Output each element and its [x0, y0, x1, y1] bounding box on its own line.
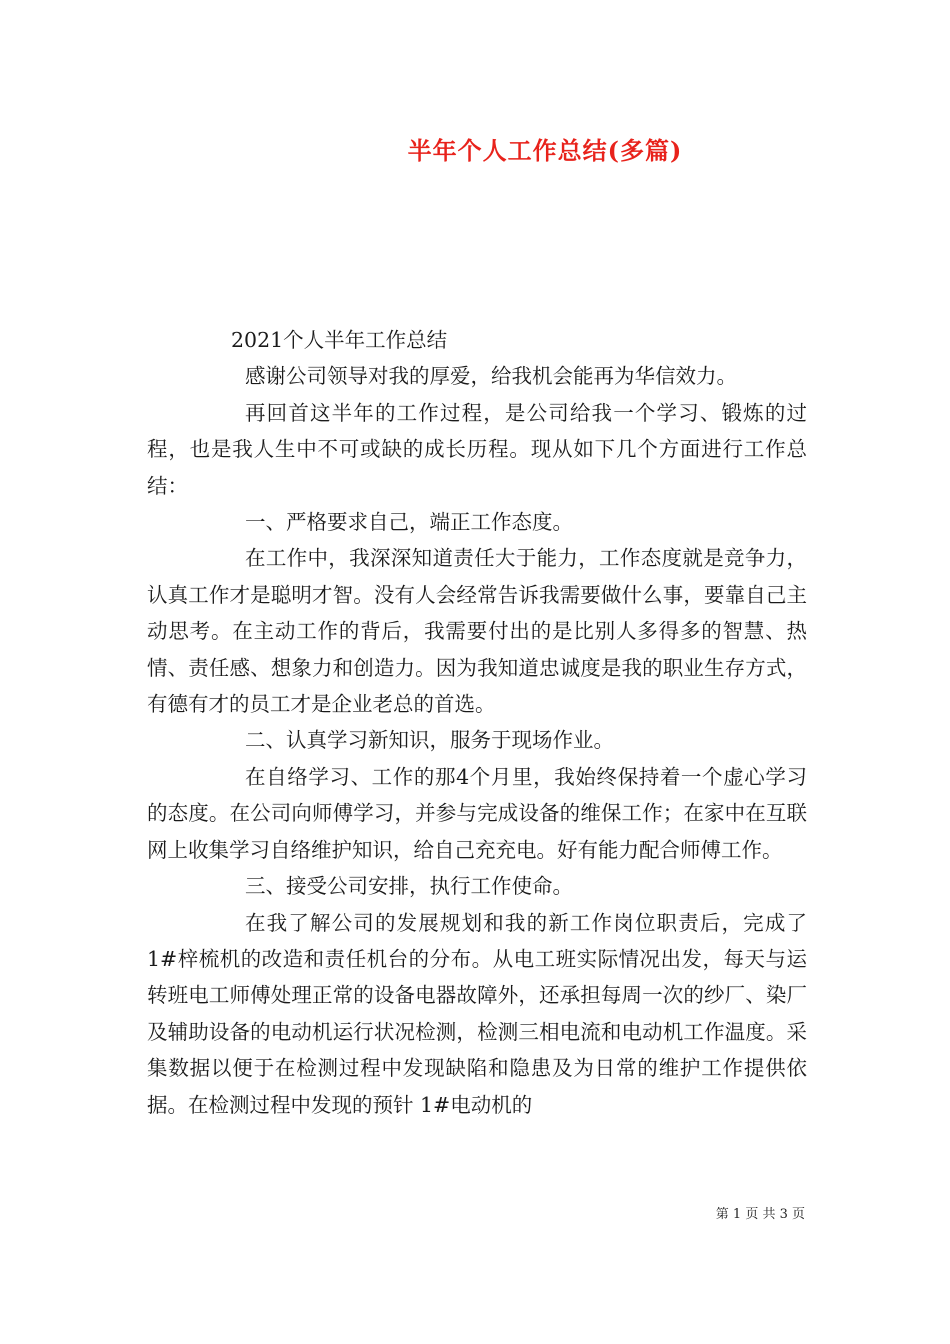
paragraph: 在我了解公司的发展规划和我的新工作岗位职责后，完成了1#梓梳机的改造和责任机台的分布。从电工班实际情况出发，每天与运转班电工师傅处理正常的设备电器故障外，还承担每周一次的纱厂、染厂及辅助设备的电动机运行状况检测，检测三相电流和电动机工作温度。采集数据以便于在检测过程中发现缺陷和隐患及为日常的维护工作提供依据。在检测过程中发现的预针 1#电动机的	[147, 910, 807, 1117]
paragraph: 在自络学习、工作的那4个月里，我始终保持着一个虚心学习的态度。在公司向师傅学习，并参与完成设备的维保工作；在家中在互联网上收集学习自络维护知识，给自己充充电。好有能力配合师傅工作。	[147, 764, 807, 862]
paragraph: 在工作中，我深深知道责任大于能力，工作态度就是竞争力，认真工作才是聪明才智。没有人会经常告诉我需要做什么事，要靠自己主动思考。在主动工作的背后，我需要付出的是比别人多得多的智慧、热情、责任感、想象力和创造力。因为我知道忠诚度是我的职业生存方式，有德有才的员工才是企业老总的首选。	[147, 546, 807, 717]
page-footer: 第 1 页 共 3 页	[715, 1207, 805, 1222]
paragraph: 再回首这半年的工作过程，是公司给我一个学习、锻炼的过程，也是我人生中不可或缺的成长历程。现从如下几个方面进行工作总结：	[147, 400, 807, 498]
paragraph: 感谢公司领导对我的厚爱，给我机会能再为华信效力。	[245, 364, 737, 389]
section-heading: 一、严格要求自己，端正工作态度。	[245, 510, 573, 535]
document-subtitle: 2021个人半年工作总结	[231, 328, 448, 352]
section-heading: 二、认真学习新知识，服务于现场作业。	[245, 728, 614, 753]
document-body	[147, 322, 807, 1123]
section-heading: 三、接受公司安排，执行工作使命。	[245, 874, 573, 899]
document-title: 半年个人工作总结(多篇)	[407, 136, 683, 165]
